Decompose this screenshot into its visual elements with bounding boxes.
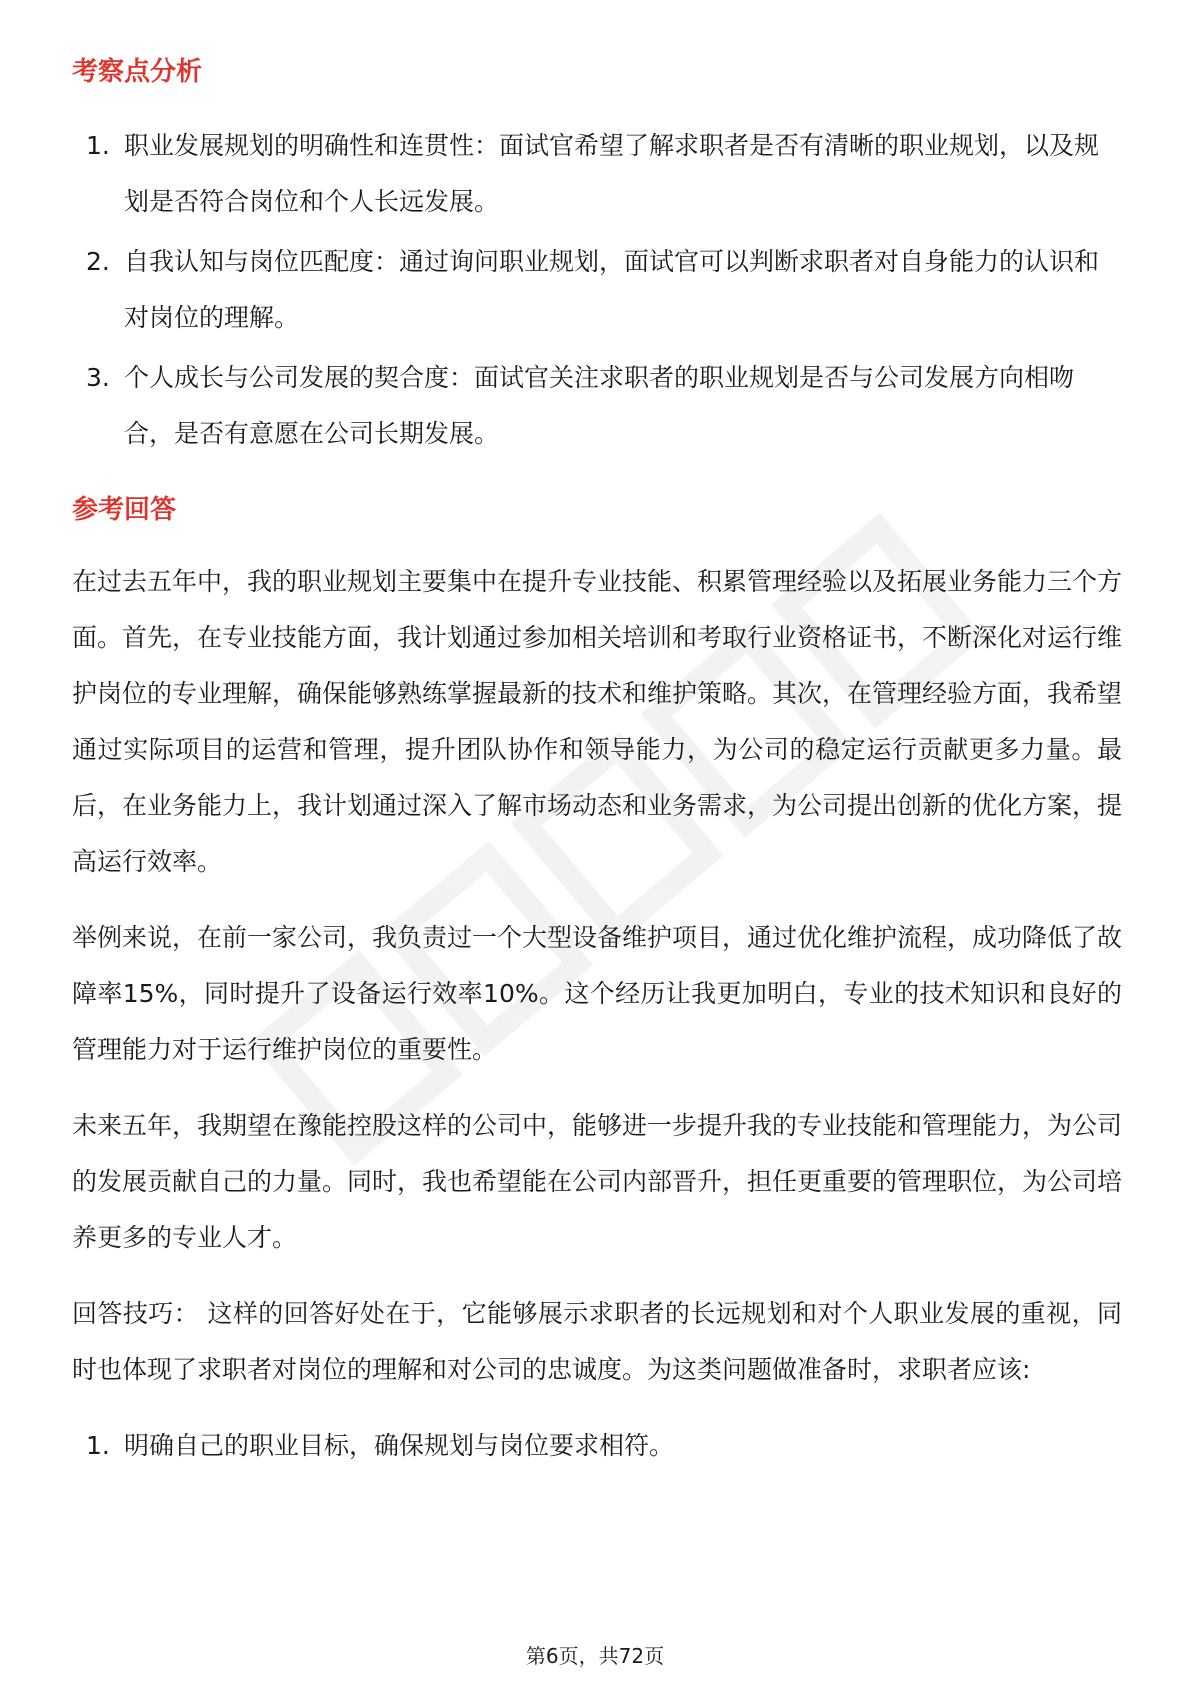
list-text: 明确自己的职业目标，确保规划与岗位要求相符。 — [124, 1431, 675, 1460]
list-item — [72, 350, 1122, 462]
list-text: 个人成长与公司发展的契合度：面试官关注求职者的职业规划是否与公司发展方向相吻合，是否有意愿在公司长期发展。 — [124, 363, 1075, 448]
analysis-heading: 考察点分析 — [72, 57, 203, 87]
answer-paragraph: 在过去五年中，我的职业规划主要集中在提升专业技能、积累管理经验以及拓展业务能力三个方面。首先，在专业技能方面，我计划通过参加相关培训和考取行业资格证书，不断深化对运行维护岗位的专业理解，确保能够熟练掌握最新的技术和维护策略。其次，在管理经验方面，我希望通过实际项目的运营和管理，提升团队协作和领导能力，为公司的稳定运行贡献更多力量。最后，在业务能力上，我计划通过深入了解市场动态和业务需求，为公司提出创新的优化方案，提高运行效率。 — [72, 567, 1123, 876]
list-number: 3. — [86, 363, 110, 392]
answer-heading: 参考回答 — [72, 495, 177, 525]
list-item — [72, 118, 1122, 230]
list-item — [72, 1418, 1122, 1474]
list-item — [72, 234, 1122, 346]
page-content — [72, 40, 1122, 1478]
list-number: 2. — [86, 247, 110, 276]
answer-paragraph: 未来五年，我期望在豫能控股这样的公司中，能够进一步提升我的专业技能和管理能力，为公司的发展贡献自己的力量。同时，我也希望能在公司内部晋升，担任更重要的管理职位，为公司培养更多的专业人才。 — [72, 1111, 1123, 1252]
list-number: 1. — [86, 1431, 110, 1460]
analysis-list — [72, 118, 1122, 462]
list-number: 1. — [86, 131, 110, 160]
tips-paragraph: 回答技巧： 这样的回答好处在于，它能够展示求职者的长远规划和对个人职业发展的重视，同时也体现了求职者对岗位的理解和对公司的忠诚度。为这类问题做准备时，求职者应该: — [72, 1299, 1122, 1384]
list-text: 自我认知与岗位匹配度：通过询问职业规划，面试官可以判断求职者对自身能力的认识和对岗位的理解。 — [124, 247, 1100, 332]
tips-list — [72, 1418, 1122, 1474]
answer-paragraph: 举例来说，在前一家公司，我负责过一个大型设备维护项目，通过优化维护流程，成功降低了故障率15%，同时提升了设备运行效率10%。这个经历让我更加明白，专业的技术知识和良好的管理能力对于运行维护岗位的重要性。 — [72, 923, 1123, 1064]
list-text: 职业发展规划的明确性和连贯性：面试官希望了解求职者是否有清晰的职业规划，以及规划是否符合岗位和个人长远发展。 — [124, 131, 1100, 216]
page-footer: 第6页，共72页 — [525, 1644, 665, 1668]
